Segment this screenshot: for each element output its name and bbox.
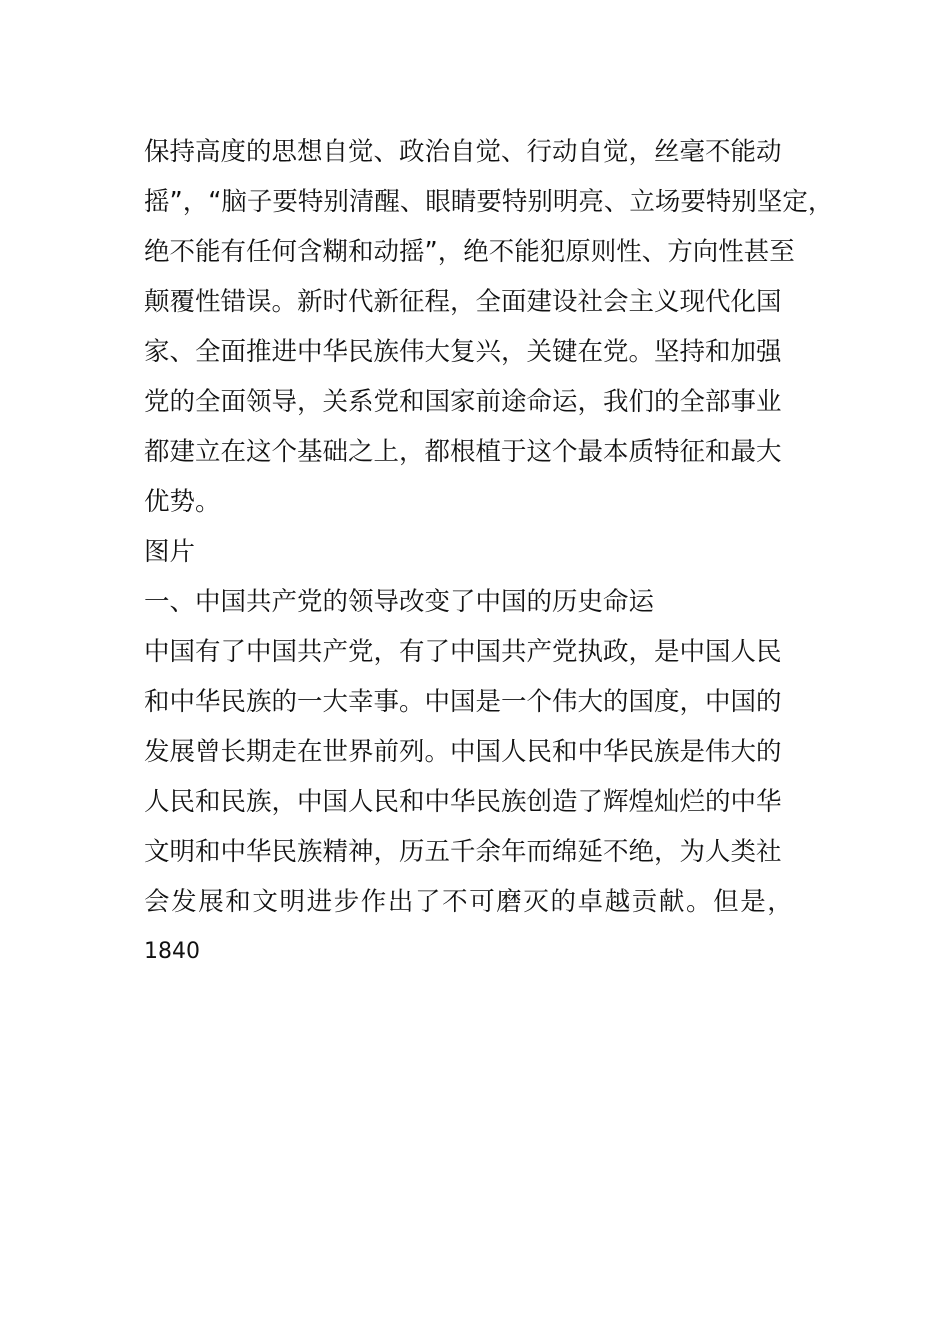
text-line: 文明和中华民族精神，历五千余年而绵延不绝，为人类社 <box>144 837 782 867</box>
text-line: 党的全面领导，关系党和国家前途命运，我们的全部事业 <box>144 387 782 417</box>
text-line: 发展曾长期走在世界前列。中国人民和中华民族是伟大的 <box>144 737 782 767</box>
document-body <box>144 127 834 977</box>
year-text: 1840 <box>144 939 200 964</box>
text-line: 保持高度的思想自觉、政治自觉、行动自觉，丝毫不能动 <box>144 137 782 167</box>
text-line: 优势。 <box>144 487 221 517</box>
section-heading: 一、中国共产党的领导改变了中国的历史命运 <box>144 587 655 617</box>
text-line: 人民和民族，中国人民和中华民族创造了辉煌灿烂的中华 <box>144 787 782 817</box>
text-line: 家、全面推进中华民族伟大复兴，关键在党。坚持和加强 <box>144 337 782 367</box>
text-line: 绝不能有任何含糊和动摇”，绝不能犯原则性、方向性甚至 <box>144 237 795 267</box>
text-line: 摇”，“脑子要特别清醒、眼睛要特别明亮、立场要特别坚定， <box>144 187 834 217</box>
text-line: 会发展和文明进步作出了不可磨灭的卓越贡献。但是， <box>144 887 795 917</box>
image-placeholder-label: 图片 <box>144 537 196 567</box>
text-line: 都建立在这个基础之上，都根植于这个最本质特征和最大 <box>144 437 782 467</box>
text-line: 和中华民族的一大幸事。中国是一个伟大的国度，中国的 <box>144 687 782 717</box>
text-line: 中国有了中国共产党，有了中国共产党执政，是中国人民 <box>144 637 782 667</box>
text-line: 颠覆性错误。新时代新征程，全面建设社会主义现代化国 <box>144 287 782 317</box>
